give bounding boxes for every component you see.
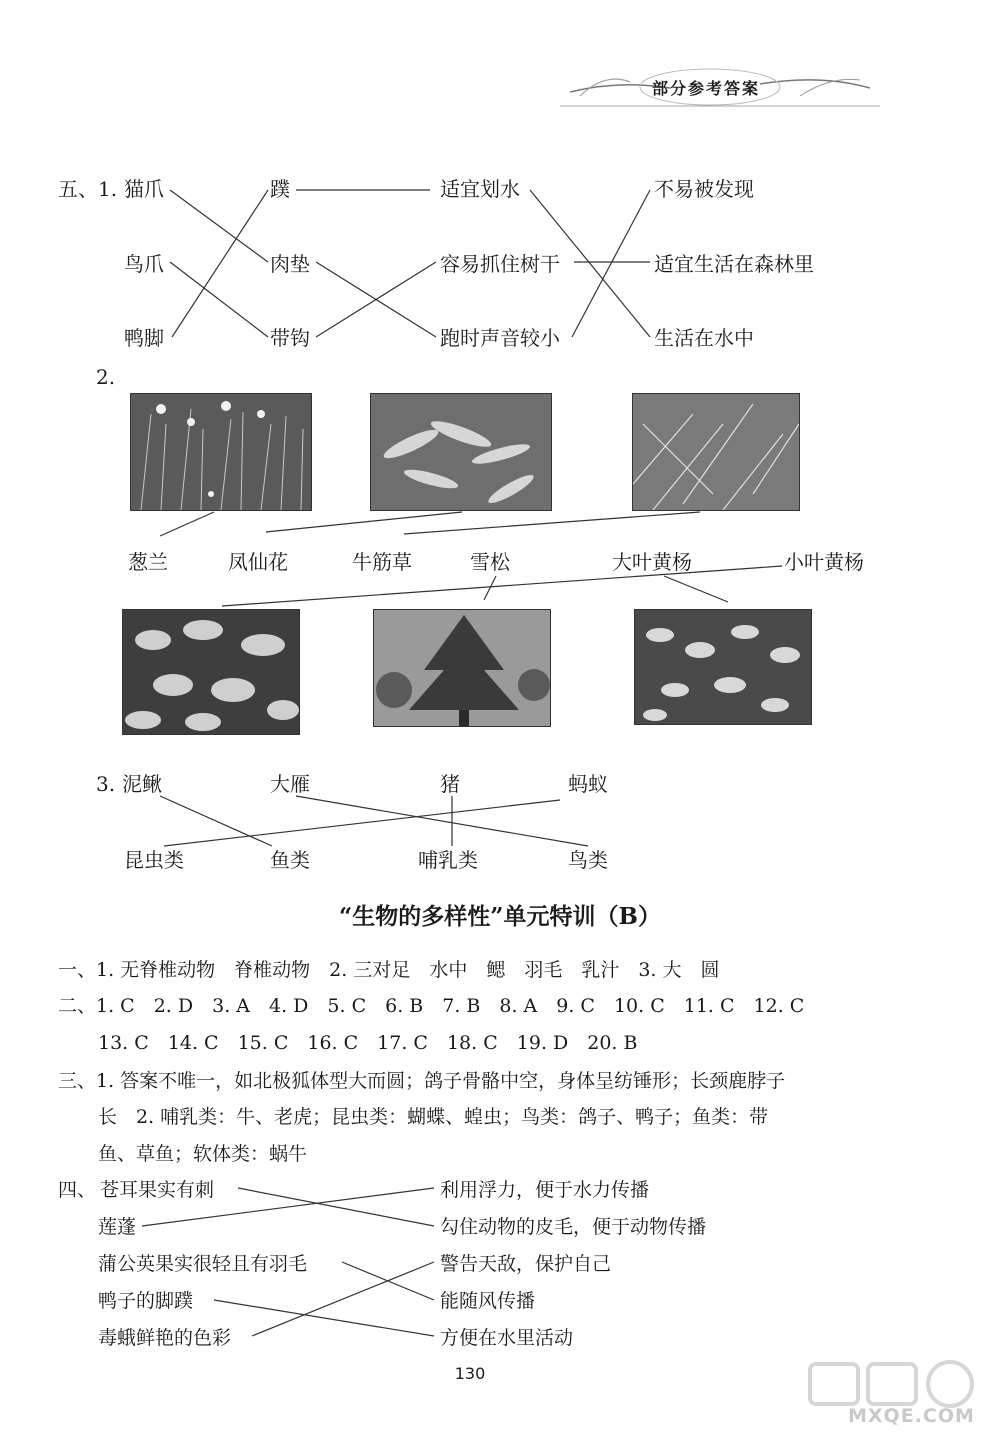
q5-1-col3-item: 容易抓住树干 — [440, 252, 560, 276]
answer-line: 一、1. 无脊椎动物 脊椎动物 2. 三对足 水中 鳃 羽毛 乳汁 3. 大 圆 — [58, 959, 720, 981]
answer-line: 13. C 14. C 15. C 16. C 17. C 18. C 19. D 20. B — [98, 1032, 638, 1054]
q5-1-col1-item: 鸭脚 — [124, 326, 164, 350]
q5-3-animal: 大雁 — [270, 772, 310, 796]
q4-right-item: 能随风传播 — [440, 1290, 536, 1312]
q4-right-item: 方便在水里活动 — [440, 1327, 574, 1349]
q5-1-col3-item: 适宜划水 — [440, 177, 520, 201]
q5-2-plant: 凤仙花 — [228, 550, 288, 574]
watermark-text: MXQE.COM — [848, 1405, 975, 1427]
q5-2-plant: 大叶黄杨 — [612, 550, 692, 574]
q5-3-class: 哺乳类 — [418, 848, 478, 872]
q4-left-item: 鸭子的脚蹼 — [98, 1290, 194, 1312]
q5-1-col1-item: 鸟爪 — [124, 252, 164, 276]
q5-3-class: 鸟类 — [568, 848, 608, 872]
q5-1-col2-item: 带钩 — [270, 326, 310, 350]
answer-line: 二、1. C 2. D 3. A 4. D 5. C 6. B 7. B 8. A 9. C 10. C 11. C 12. C — [58, 995, 805, 1017]
q4-left-item: 莲蓬 — [98, 1216, 137, 1238]
q5-2-plant: 雪松 — [470, 550, 510, 574]
q5-1-col4-item: 不易被发现 — [654, 177, 754, 201]
q5-1-col2-item: 肉垫 — [270, 252, 310, 276]
answer-line: 鱼、草鱼；软体类：蜗牛 — [98, 1143, 308, 1165]
q5-3-class: 昆虫类 — [124, 848, 184, 872]
q4-left-item: 苍耳果实有刺 — [100, 1179, 215, 1201]
q4-label: 四、 — [58, 1179, 97, 1201]
q4-left-item: 毒蛾鲜艳的色彩 — [98, 1327, 232, 1349]
q5-3-animal: 泥鳅 — [122, 772, 162, 796]
q5-3-animal: 猪 — [440, 772, 460, 796]
q5-1-col3-item: 跑时声音较小 — [440, 326, 560, 350]
q5-1-col4-item: 生活在水中 — [654, 326, 754, 350]
q5-3-class: 鱼类 — [270, 848, 310, 872]
q4-right-item: 勾住动物的皮毛，便于动物传播 — [440, 1216, 707, 1238]
q5-2-label: 2. — [96, 365, 116, 389]
q5-2-plant: 小叶黄杨 — [784, 550, 864, 574]
q5-2-plant: 葱兰 — [128, 550, 168, 574]
section-title: “生物的多样性”单元特训（B） — [339, 903, 661, 930]
header-title: 部分参考答案 — [652, 79, 761, 98]
q5-1-col4-item: 适宜生活在森林里 — [654, 252, 814, 276]
q5-2-plant: 牛筋草 — [352, 550, 412, 574]
q5-3-animal: 蚂蚁 — [568, 772, 608, 796]
q5-1-col2-item: 蹼 — [270, 177, 290, 201]
q5-1-col1-item: 猫爪 — [124, 177, 164, 201]
q5-1-label: 五、1. — [58, 177, 118, 201]
q4-left-item: 蒲公英果实很轻且有羽毛 — [98, 1253, 308, 1275]
q4-right-item: 警告天敌，保护自己 — [440, 1253, 612, 1275]
page-number: 130 — [454, 1364, 486, 1383]
q5-3-label: 3. — [96, 772, 116, 796]
q4-right-item: 利用浮力，便于水力传播 — [440, 1179, 650, 1201]
answer-line: 长 2. 哺乳类：牛、老虎；昆虫类：蝴蝶、蝗虫；鸟类：鸽子、鸭子；鱼类：带 — [98, 1106, 769, 1128]
answer-line: 三、1. 答案不唯一，如北极狐体型大而圆；鸽子骨骼中空，身体呈纺锤形；长颈鹿脖子 — [58, 1070, 786, 1092]
